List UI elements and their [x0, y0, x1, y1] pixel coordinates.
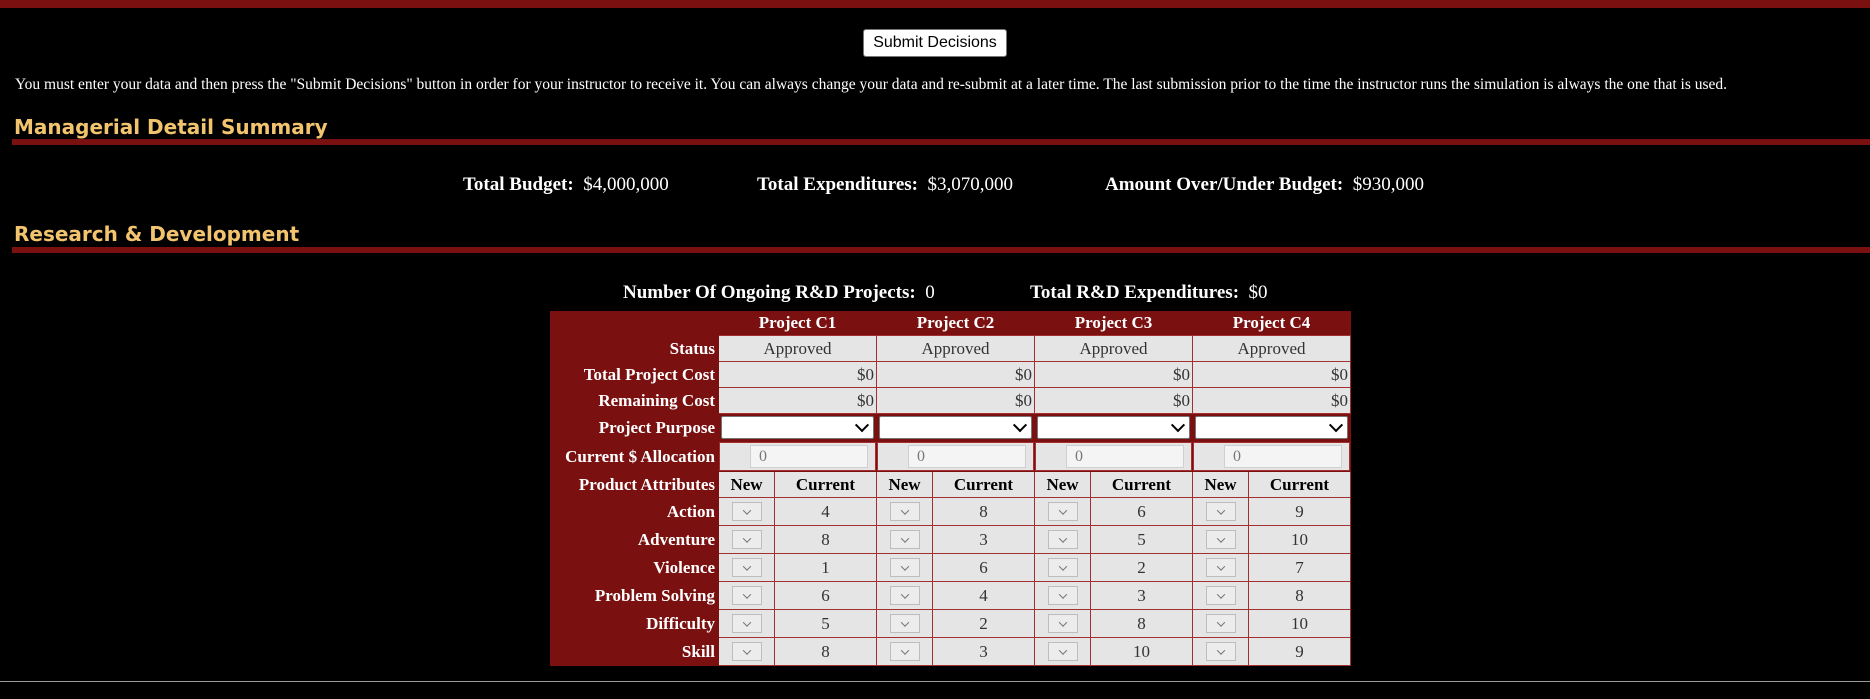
- new-attribute-select[interactable]: [1048, 502, 1078, 521]
- attribute-label: Violence: [551, 554, 719, 582]
- chevron-down-icon: [1058, 618, 1066, 626]
- new-attribute-select[interactable]: [1048, 530, 1078, 549]
- remaining-cost-value: $0: [1193, 388, 1351, 414]
- new-attribute-cell: [877, 582, 933, 610]
- new-attribute-cell: [1193, 498, 1249, 526]
- chevron-down-icon: [900, 506, 908, 514]
- new-attribute-cell: [1193, 582, 1249, 610]
- attribute-row: [551, 610, 1351, 638]
- chevron-down-icon: [1216, 562, 1224, 570]
- current-attribute-value: 10: [1249, 610, 1351, 638]
- rd-expenditures-value: $0: [1248, 282, 1268, 303]
- rd-expenditures-label: Total R&D Expenditures:: [1030, 282, 1240, 303]
- remaining-cost-value: $0: [719, 388, 877, 414]
- total-expenditures-label: Total Expenditures:: [757, 174, 919, 195]
- current-col-header: Current: [1249, 472, 1351, 498]
- project-c2-header: Project C2: [916, 313, 995, 332]
- status-value: Approved: [877, 336, 1035, 362]
- total-cost-value: $0: [877, 362, 1035, 388]
- project-purpose-label: Project Purpose: [551, 414, 719, 442]
- new-attribute-select[interactable]: [890, 558, 920, 577]
- current-attribute-value: 2: [1091, 554, 1193, 582]
- chevron-down-icon: [900, 590, 908, 598]
- new-attribute-cell: [877, 554, 933, 582]
- current-attribute-value: 5: [1091, 526, 1193, 554]
- total-budget-label: Total Budget:: [463, 174, 574, 195]
- status-value: Approved: [1035, 336, 1193, 362]
- project-purpose-select[interactable]: [721, 416, 874, 439]
- over-under-budget: [1105, 174, 1424, 196]
- new-attribute-cell: [719, 638, 775, 666]
- new-attribute-select[interactable]: [1206, 530, 1236, 549]
- chevron-down-icon: [900, 618, 908, 626]
- chevron-down-icon: [1058, 646, 1066, 654]
- new-attribute-cell: [877, 610, 933, 638]
- chevron-down-icon: [1058, 562, 1066, 570]
- new-attribute-select[interactable]: [890, 530, 920, 549]
- over-under-value: $930,000: [1352, 174, 1424, 195]
- new-attribute-cell: [1035, 582, 1091, 610]
- chevron-down-icon: [1216, 506, 1224, 514]
- chevron-down-icon: [900, 646, 908, 654]
- attribute-label: Skill: [551, 638, 719, 666]
- new-attribute-cell: [1193, 526, 1249, 554]
- current-attribute-value: 8: [775, 526, 877, 554]
- total-cost-label: Total Project Cost: [551, 362, 719, 388]
- new-attribute-select[interactable]: [732, 502, 762, 521]
- over-under-label: Amount Over/Under Budget:: [1105, 174, 1344, 195]
- rd-section-title: Research & Development: [14, 222, 300, 246]
- current-attribute-value: 6: [933, 554, 1035, 582]
- current-col-header: Current: [775, 472, 877, 498]
- new-attribute-select[interactable]: [1048, 558, 1078, 577]
- status-label: Status: [551, 336, 719, 362]
- chevron-down-icon: [1216, 590, 1224, 598]
- new-attribute-cell: [1193, 554, 1249, 582]
- new-attribute-cell: [1035, 610, 1091, 638]
- chevron-down-icon: [1058, 534, 1066, 542]
- new-attribute-cell: [1035, 498, 1091, 526]
- chevron-down-icon: [1058, 506, 1066, 514]
- new-col-header: New: [1035, 472, 1091, 498]
- current-attribute-value: 7: [1249, 554, 1351, 582]
- chevron-down-icon: [742, 618, 750, 626]
- total-cost-value: $0: [1193, 362, 1351, 388]
- attribute-row: [551, 498, 1351, 526]
- ongoing-projects-value: 0: [925, 282, 935, 303]
- current-attribute-value: 3: [933, 638, 1035, 666]
- new-attribute-select[interactable]: [1048, 642, 1078, 661]
- attribute-row: [551, 638, 1351, 666]
- chevron-down-icon: [1171, 418, 1185, 432]
- chevron-down-icon: [742, 562, 750, 570]
- chevron-down-icon: [1216, 618, 1224, 626]
- current-attribute-value: 8: [933, 498, 1035, 526]
- current-attribute-value: 8: [1091, 610, 1193, 638]
- current-attribute-value: 1: [775, 554, 877, 582]
- new-attribute-select[interactable]: [732, 530, 762, 549]
- current-attribute-value: 3: [933, 526, 1035, 554]
- new-col-header: New: [1193, 472, 1249, 498]
- new-attribute-select[interactable]: [1048, 614, 1078, 633]
- total-budget-value: $4,000,000: [583, 174, 669, 195]
- managerial-summary-title: Managerial Detail Summary: [14, 115, 328, 139]
- total-cost-value: $0: [719, 362, 877, 388]
- section-divider: [12, 247, 1870, 253]
- attribute-row: [551, 582, 1351, 610]
- current-attribute-value: 4: [775, 498, 877, 526]
- allocation-label: Current $ Allocation: [551, 442, 719, 472]
- new-attribute-cell: [719, 610, 775, 638]
- current-attribute-value: 6: [775, 582, 877, 610]
- new-attribute-select[interactable]: [890, 502, 920, 521]
- project-c4-header: Project C4: [1232, 313, 1311, 332]
- allocation-input[interactable]: 0: [1224, 445, 1342, 468]
- project-purpose-select[interactable]: [879, 416, 1032, 439]
- project-purpose-select[interactable]: [1195, 416, 1348, 439]
- status-value: Approved: [1193, 336, 1351, 362]
- current-attribute-value: 5: [775, 610, 877, 638]
- new-attribute-select[interactable]: [732, 614, 762, 633]
- attribute-label: Adventure: [551, 526, 719, 554]
- new-attribute-select[interactable]: [890, 642, 920, 661]
- new-attribute-cell: [719, 554, 775, 582]
- total-expenditures: [757, 174, 1013, 196]
- new-attribute-cell: [877, 498, 933, 526]
- chevron-down-icon: [742, 590, 750, 598]
- current-attribute-value: 8: [1249, 582, 1351, 610]
- new-col-header: New: [877, 472, 933, 498]
- new-attribute-cell: [1193, 638, 1249, 666]
- status-value: Approved: [719, 336, 877, 362]
- current-col-header: Current: [933, 472, 1035, 498]
- project-c1-header: Project C1: [758, 313, 837, 332]
- current-attribute-value: 4: [933, 582, 1035, 610]
- current-attribute-value: 10: [1091, 638, 1193, 666]
- rd-expenditures: [1030, 282, 1268, 304]
- current-col-header: Current: [1091, 472, 1193, 498]
- new-attribute-cell: [877, 638, 933, 666]
- ongoing-projects: [623, 282, 935, 304]
- chevron-down-icon: [742, 646, 750, 654]
- new-attribute-select[interactable]: [732, 586, 762, 605]
- current-attribute-value: 9: [1249, 638, 1351, 666]
- new-attribute-cell: [719, 582, 775, 610]
- new-attribute-cell: [1035, 638, 1091, 666]
- chevron-down-icon: [742, 534, 750, 542]
- submit-decisions-button[interactable]: Submit Decisions: [863, 29, 1007, 57]
- chevron-down-icon: [742, 506, 750, 514]
- section-divider: [12, 139, 1870, 145]
- chevron-down-icon: [1013, 418, 1027, 432]
- chevron-down-icon: [1058, 590, 1066, 598]
- allocation-input[interactable]: 0: [750, 445, 868, 468]
- allocation-input[interactable]: 0: [908, 445, 1026, 468]
- new-attribute-select[interactable]: [1206, 558, 1236, 577]
- rd-projects-table: [550, 311, 1351, 666]
- current-attribute-value: 3: [1091, 582, 1193, 610]
- new-attribute-select[interactable]: [1206, 502, 1236, 521]
- new-attribute-select[interactable]: [1048, 586, 1078, 605]
- chevron-down-icon: [900, 534, 908, 542]
- new-attribute-select[interactable]: [890, 614, 920, 633]
- new-attribute-select[interactable]: [1206, 614, 1236, 633]
- new-attribute-cell: [719, 498, 775, 526]
- chevron-down-icon: [855, 418, 869, 432]
- chevron-down-icon: [1329, 418, 1343, 432]
- chevron-down-icon: [1216, 646, 1224, 654]
- new-col-header: New: [719, 472, 775, 498]
- total-cost-value: $0: [1035, 362, 1193, 388]
- submission-notice: You must enter your data and then press the "Submit Decisions" button in order for your instructor to receive it. You can always change your data and re-submit at a later time. The last submission prior to the time the instructor runs the simulation is always the one that is used.: [15, 76, 1728, 93]
- current-attribute-value: 8: [775, 638, 877, 666]
- top-divider: [0, 0, 1870, 8]
- bottom-divider: [0, 681, 1870, 682]
- total-budget: [463, 174, 669, 196]
- current-attribute-value: 2: [933, 610, 1035, 638]
- current-attribute-value: 6: [1091, 498, 1193, 526]
- current-attribute-value: 10: [1249, 526, 1351, 554]
- project-purpose-select[interactable]: [1037, 416, 1190, 439]
- remaining-cost-value: $0: [1035, 388, 1193, 414]
- remaining-cost-label: Remaining Cost: [551, 388, 719, 414]
- new-attribute-cell: [1035, 554, 1091, 582]
- remaining-cost-value: $0: [877, 388, 1035, 414]
- new-attribute-select[interactable]: [732, 642, 762, 661]
- new-attribute-select[interactable]: [1206, 642, 1236, 661]
- new-attribute-cell: [1035, 526, 1091, 554]
- attribute-label: Problem Solving: [551, 582, 719, 610]
- attribute-label: Action: [551, 498, 719, 526]
- ongoing-projects-label: Number Of Ongoing R&D Projects:: [623, 282, 916, 303]
- attribute-label: Difficulty: [551, 610, 719, 638]
- new-attribute-cell: [1193, 610, 1249, 638]
- new-attribute-select[interactable]: [890, 586, 920, 605]
- new-attribute-select[interactable]: [732, 558, 762, 577]
- new-attribute-select[interactable]: [1206, 586, 1236, 605]
- new-attribute-cell: [877, 526, 933, 554]
- total-expenditures-value: $3,070,000: [927, 174, 1014, 195]
- chevron-down-icon: [1216, 534, 1224, 542]
- project-c3-header: Project C3: [1074, 313, 1153, 332]
- chevron-down-icon: [900, 562, 908, 570]
- attribute-row: [551, 554, 1351, 582]
- current-attribute-value: 9: [1249, 498, 1351, 526]
- attribute-row: [551, 526, 1351, 554]
- product-attributes-label: Product Attributes: [551, 472, 719, 498]
- new-attribute-cell: [719, 526, 775, 554]
- allocation-input[interactable]: 0: [1066, 445, 1184, 468]
